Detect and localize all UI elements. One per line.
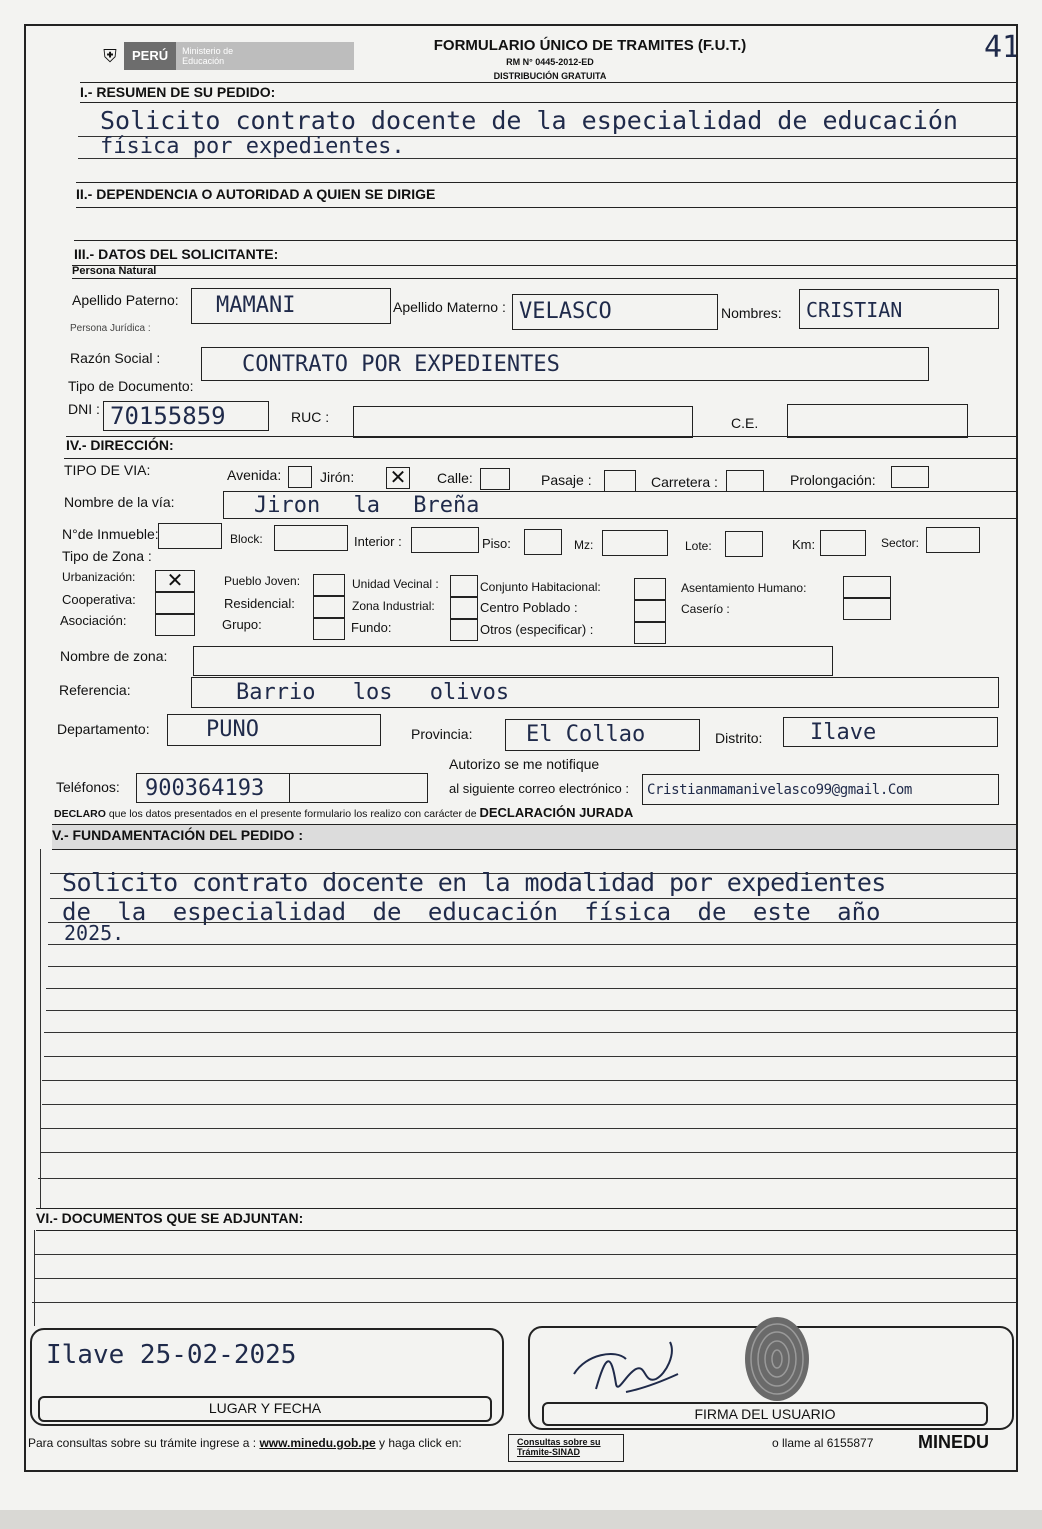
tipo-documento-label: Tipo de Documento: [68, 378, 194, 394]
razon-social-label: Razón Social : [70, 350, 161, 366]
conjunto-habitacional-label: Conjunto Habitacional: [480, 580, 601, 594]
rule [80, 82, 1016, 83]
rule [36, 1208, 1016, 1209]
ruc-label: RUC : [291, 409, 330, 425]
razon-social-value: CONTRATO POR EXPEDIENTES [242, 352, 560, 377]
apellido-paterno-field[interactable] [191, 288, 391, 324]
referencia-value: Barrio los olivos [236, 680, 510, 705]
unidad-vecinal-checkbox[interactable] [450, 575, 478, 597]
country-label: PERÚ [124, 42, 176, 70]
lote-label: Lote: [685, 539, 712, 553]
avenida-checkbox[interactable] [288, 466, 312, 488]
interior-label: Interior : [354, 534, 402, 549]
consultas-text [28, 1436, 462, 1450]
rule [48, 966, 1016, 967]
apellido-materno-value: VELASCO [519, 299, 612, 324]
check-x-icon: ✕ [166, 570, 184, 592]
centro-poblado-label: Centro Poblado : [480, 600, 578, 615]
consultas-suffix: y haga click en: [379, 1436, 462, 1450]
pueblo-joven-label: Pueblo Joven: [224, 574, 301, 588]
nombre-zona-field[interactable] [193, 646, 833, 676]
nombres-value: CRISTIAN [806, 298, 903, 322]
block-label: Block: [230, 532, 263, 546]
asentamiento-label: Asentamiento Humano: [681, 581, 807, 595]
telefono-field[interactable] [136, 773, 428, 803]
form-rm: RM N° 0445-2012-ED [506, 57, 594, 67]
left-margin-line [40, 849, 41, 1209]
centro-poblado-checkbox[interactable] [634, 600, 666, 622]
rule [44, 1056, 1016, 1057]
rule [78, 158, 1016, 159]
rule [46, 1010, 1016, 1011]
distrito-label: Distrito: [715, 730, 763, 746]
km-label: Km: [792, 537, 816, 552]
footer-phone: o llame al 6155877 [772, 1436, 874, 1450]
asociacion-label: Asociación: [60, 613, 127, 628]
nombre-via-label: Nombre de la vía: [64, 494, 175, 510]
grupo-checkbox[interactable] [313, 618, 345, 640]
departamento-label: Departamento: [57, 721, 150, 737]
referencia-label: Referencia: [59, 682, 131, 698]
check-x-icon: ✕ [389, 467, 407, 489]
pueblo-joven-checkbox[interactable] [313, 574, 345, 596]
razon-social-field[interactable] [201, 347, 929, 381]
apellido-materno-label: Apellido Materno : [393, 299, 506, 315]
rule [48, 922, 1016, 923]
apellido-paterno-value: MAMANI [216, 293, 296, 318]
jiron-checkbox[interactable] [386, 467, 410, 489]
autorizo-text: Autorizo se me notifique [449, 756, 600, 772]
rule [72, 265, 1016, 266]
section-2-title: II.- DEPENDENCIA O AUTORIDAD A QUIEN SE DIRIGE [76, 186, 436, 202]
fundamentacion-line-3: 2025. [64, 921, 125, 945]
telefonos-label: Teléfonos: [56, 779, 120, 795]
sinad-line-2: Trámite-SINAD [517, 1447, 581, 1457]
ministry-label: Ministerio de Educación [182, 46, 234, 66]
sector-label: Sector: [881, 536, 920, 550]
rule [66, 436, 1016, 437]
dni-value: 70155859 [110, 402, 226, 430]
rule [76, 207, 1016, 208]
consultas-prefix: Para consultas sobre su trámite ingrese a : [28, 1436, 257, 1450]
declaracion-jurada: DECLARACIÓN JURADA [479, 805, 634, 820]
cooperativa-checkbox[interactable] [155, 592, 195, 614]
nombres-label: Nombres: [721, 305, 782, 321]
telefono-value: 900364193 [145, 776, 265, 801]
minedu-url-link[interactable]: www.minedu.gob.pe [259, 1436, 376, 1450]
fundo-label: Fundo: [351, 620, 392, 635]
carretera-checkbox[interactable] [726, 470, 764, 492]
correo-field[interactable] [642, 774, 999, 805]
sector-field[interactable] [926, 527, 980, 553]
referencia-field[interactable] [191, 677, 999, 708]
avenida-label: Avenida: [227, 467, 282, 483]
rule [72, 278, 1016, 279]
page-number: 41 [984, 30, 1021, 65]
inmueble-field[interactable] [158, 523, 222, 549]
rule [64, 458, 1016, 459]
calle-checkbox[interactable] [480, 468, 510, 490]
section-5-title: V.- FUNDAMENTACIÓN DEL PEDIDO : [52, 827, 303, 843]
rule [40, 1128, 1016, 1129]
signature-image [566, 1334, 686, 1404]
persona-juridica-label: Persona Jurídica : [70, 323, 151, 334]
rule [34, 1278, 1016, 1279]
carretera-label: Carretera : [651, 474, 718, 490]
nombres-field[interactable] [799, 289, 999, 329]
asociacion-checkbox[interactable] [155, 614, 195, 636]
sinad-line-1: Consultas sobre su [517, 1437, 601, 1447]
rule [74, 240, 1016, 241]
asentamiento-checkbox[interactable] [843, 576, 891, 598]
firma-caption: FIRMA DEL USUARIO [542, 1402, 988, 1426]
interior-field[interactable] [411, 527, 479, 553]
shield-icon: ⛨ [96, 42, 124, 70]
provincia-field[interactable] [505, 719, 700, 751]
ce-field[interactable] [787, 404, 968, 438]
rule [42, 1104, 1016, 1105]
apellido-materno-field[interactable] [512, 294, 718, 330]
minedu-brand: MINEDU [918, 1432, 989, 1452]
form-distribution: DISTRIBUCIÓN GRATUITA [493, 71, 607, 81]
rule [80, 102, 1016, 103]
prolongacion-checkbox[interactable] [891, 466, 929, 488]
nombre-via-value: Jiron la Breña [254, 493, 480, 518]
zona-industrial-checkbox[interactable] [450, 597, 478, 619]
inmueble-label: N°de Inmueble: [62, 526, 159, 542]
rule [36, 1230, 1016, 1231]
caserio-label: Caserío : [681, 602, 730, 616]
section-3-title: III.- DATOS DEL SOLICITANTE: [74, 246, 279, 262]
zona-industrial-label: Zona Industrial: [352, 599, 435, 613]
section-6-title: VI.- DOCUMENTOS QUE SE ADJUNTAN: [36, 1210, 304, 1226]
lugar-fecha-caption: LUGAR Y FECHA [38, 1396, 492, 1422]
distrito-value: Ilave [810, 720, 877, 745]
distrito-field[interactable] [783, 717, 998, 747]
fundamentacion-line-1: Solicito contrato docente en la modalidad por expedientes [62, 868, 886, 897]
dni-field[interactable] [103, 401, 269, 431]
declaro-body: que los datos presentados en el presente formulario los realizo con carácter de [105, 808, 480, 820]
rule [40, 1152, 1016, 1153]
mz-field[interactable] [602, 530, 668, 556]
departamento-field[interactable] [167, 714, 381, 746]
grupo-label: Grupo: [222, 617, 262, 632]
piso-label: Piso: [482, 536, 511, 551]
mz-label: Mz: [574, 538, 594, 552]
cooperativa-label: Cooperativa: [62, 592, 136, 607]
summary-line-2: física por expedientes. [100, 134, 405, 159]
otros-checkbox[interactable] [634, 622, 666, 644]
rule [76, 182, 1016, 183]
form-title: FORMULARIO ÚNICO DE TRAMITES (F.U.T.) [433, 37, 747, 54]
residencial-checkbox[interactable] [313, 596, 345, 618]
provincia-label: Provincia: [411, 726, 473, 742]
rule [52, 849, 1016, 850]
rule [38, 1178, 1016, 1179]
km-field[interactable] [820, 530, 866, 556]
summary-line-1: Solicito contrato docente de la especialidad de educación [100, 106, 958, 135]
caserio-checkbox[interactable] [843, 598, 891, 620]
conjunto-habitacional-checkbox[interactable] [634, 578, 666, 600]
correo-label: al siguiente correo electrónico : [449, 781, 629, 796]
tipo-zona-label: Tipo de Zona : [62, 548, 152, 564]
declaro-text [54, 805, 633, 820]
pasaje-label: Pasaje : [541, 472, 592, 488]
piso-field[interactable] [524, 529, 562, 555]
unidad-vecinal-label: Unidad Vecinal : [352, 577, 439, 591]
fundo-checkbox[interactable] [450, 619, 478, 641]
sinad-link[interactable] [508, 1434, 624, 1462]
ruc-field[interactable] [353, 406, 693, 438]
fingerprint-image [742, 1314, 812, 1404]
nombre-via-field[interactable] [223, 491, 1016, 519]
rule [44, 1032, 1016, 1033]
ce-label: C.E. [731, 415, 759, 431]
departamento-value: PUNO [206, 717, 259, 742]
ministry-logo [96, 42, 354, 70]
nombre-zona-label: Nombre de zona: [60, 648, 168, 664]
provincia-value: El Collao [526, 722, 646, 747]
block-field[interactable] [274, 525, 348, 551]
declaro-bold: DECLARO [54, 808, 106, 820]
rule [32, 1302, 1016, 1303]
correo-value: Cristianmamanivelasco99@gmail.Com [647, 782, 912, 798]
left-margin-line [34, 1230, 35, 1326]
rule [34, 1254, 1016, 1255]
tipo-via-label: TIPO DE VIA: [64, 462, 151, 478]
residencial-label: Residencial: [224, 596, 295, 611]
pasaje-checkbox[interactable] [604, 470, 636, 492]
dni-label: DNI : [68, 401, 100, 417]
urbanizacion-checkbox[interactable] [155, 570, 195, 592]
jiron-label: Jirón: [320, 469, 355, 485]
persona-natural-label: Persona Natural [72, 265, 157, 277]
fundamentacion-line-2: de la especialidad de educación física de este año [62, 898, 881, 926]
rule [48, 944, 1016, 945]
lugar-fecha-value: Ilave 25-02-2025 [46, 1340, 297, 1370]
prolongacion-label: Prolongación: [790, 472, 876, 488]
calle-label: Calle: [437, 470, 473, 486]
otros-label: Otros (especificar) : [480, 622, 594, 637]
lote-field[interactable] [725, 531, 763, 557]
telefono-divider [289, 774, 290, 802]
section-4-title: IV.- DIRECCIÓN: [66, 437, 174, 453]
rule [46, 988, 1016, 989]
urbanizacion-label: Urbanización: [62, 570, 136, 584]
rule [42, 1080, 1016, 1081]
section-1-title: I.- RESUMEN DE SU PEDIDO: [80, 84, 276, 100]
apellido-paterno-label: Apellido Paterno: [72, 292, 179, 308]
